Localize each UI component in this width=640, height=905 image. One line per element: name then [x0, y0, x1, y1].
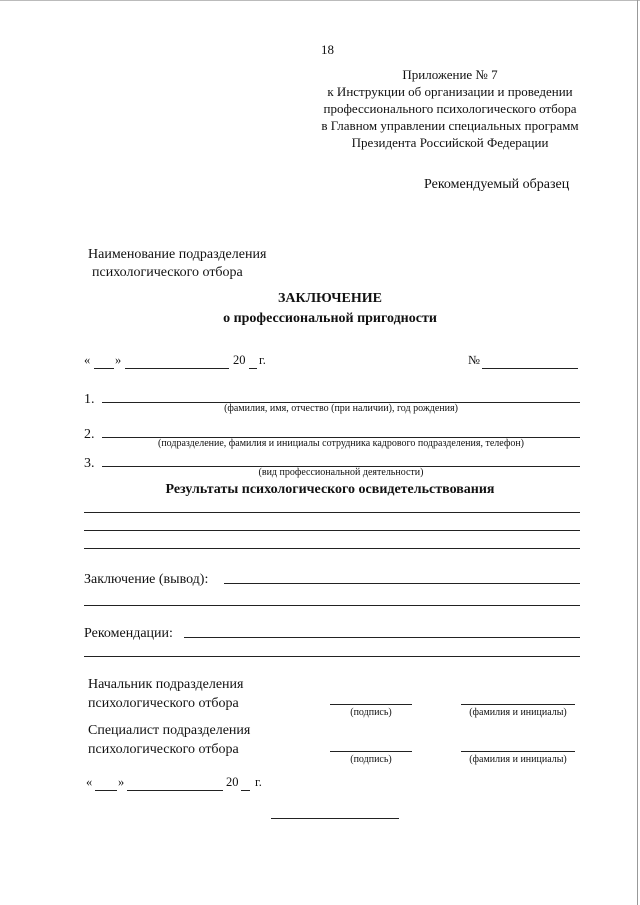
appendix-line-5: Президента Российской Федерации: [351, 135, 549, 150]
bottom-date-year-suffix: г.: [255, 775, 262, 789]
recommendations-line-1[interactable]: [184, 637, 580, 638]
results-line-1[interactable]: [84, 512, 580, 513]
unit-name-line-2: психологического отбора: [92, 265, 243, 280]
date-year-suffix: г.: [259, 353, 266, 367]
appendix-line-3: профессионального психологического отбора: [323, 101, 577, 116]
signatory-1-sign-caption: (подпись): [350, 707, 392, 718]
conclusion-line-2[interactable]: [84, 605, 580, 606]
results-line-2[interactable]: [84, 530, 580, 531]
signatory-1-name-caption: (фамилия и инициалы): [469, 707, 567, 718]
conclusion-line-1[interactable]: [224, 583, 580, 584]
signatory-2-line-1: Специалист подразделения: [88, 723, 251, 738]
recommendations-line-2[interactable]: [84, 656, 580, 657]
appendix-header: [300, 66, 600, 151]
results-line-3[interactable]: [84, 548, 580, 549]
field-2-number: 2.: [84, 427, 95, 442]
signatory-1-name-line[interactable]: [461, 704, 575, 705]
footer-divider: [271, 818, 399, 819]
results-heading: Результаты психологического освидетельствования: [165, 482, 495, 497]
unit-name-line-1: Наименование подразделения: [88, 247, 267, 262]
document-title: ЗАКЛЮЧЕНИЕ: [277, 291, 383, 306]
scan-edge-right: [637, 0, 638, 905]
field-1-number: 1.: [84, 392, 95, 407]
number-line[interactable]: [482, 368, 578, 369]
signatory-2-sign-caption: (подпись): [350, 754, 392, 765]
bottom-date-year-line[interactable]: [241, 790, 250, 791]
bottom-date-year-prefix: 20: [226, 775, 239, 789]
field-3-caption: (вид профессиональной деятельности): [258, 467, 424, 478]
signatory-2-name-line[interactable]: [461, 751, 575, 752]
conclusion-label: Заключение (вывод):: [84, 572, 209, 587]
date-month-line[interactable]: [125, 368, 229, 369]
appendix-line-2: к Инструкции об организации и проведении: [327, 84, 573, 99]
signatory-1-line-1: Начальник подразделения: [88, 677, 244, 692]
signatory-1-line-2: психологического отбора: [88, 696, 239, 711]
date-year-line[interactable]: [249, 368, 257, 369]
bottom-date-open-quote: «: [86, 775, 93, 789]
scan-edge-top: [0, 0, 640, 1]
field-3-number: 3.: [84, 456, 95, 471]
signatory-1-title: [88, 675, 243, 713]
signatory-2-name-caption: (фамилия и инициалы): [469, 754, 567, 765]
signatory-2-sign-line[interactable]: [330, 751, 412, 752]
signatory-2-line-2: психологического отбора: [88, 742, 239, 757]
number-label: №: [468, 353, 480, 367]
document-subtitle: о профессиональной пригодности: [223, 311, 437, 326]
signatory-2-title: [88, 721, 250, 759]
date-close-quote: »: [115, 353, 122, 367]
recommendations-label: Рекомендации:: [84, 626, 173, 641]
date-open-quote: «: [84, 353, 91, 367]
appendix-line-1: Приложение № 7: [402, 67, 498, 82]
appendix-line-4: в Главном управлении специальных программ: [321, 118, 579, 133]
bottom-date-month-line[interactable]: [127, 790, 223, 791]
bottom-date-close-quote: »: [118, 775, 125, 789]
date-year-prefix: 20: [233, 353, 246, 367]
unit-name: [88, 246, 266, 282]
sample-label: Рекомендуемый образец: [424, 177, 570, 192]
field-2-caption: (подразделение, фамилия и инициалы сотрудника кадрового подразделения, телефон): [157, 438, 525, 449]
page-number: 18: [321, 42, 334, 57]
field-1-caption: (фамилия, имя, отчество (при наличии), год рождения): [224, 403, 458, 414]
bottom-date-day-line[interactable]: [95, 790, 117, 791]
signatory-1-sign-line[interactable]: [330, 704, 412, 705]
date-day-line[interactable]: [94, 368, 114, 369]
